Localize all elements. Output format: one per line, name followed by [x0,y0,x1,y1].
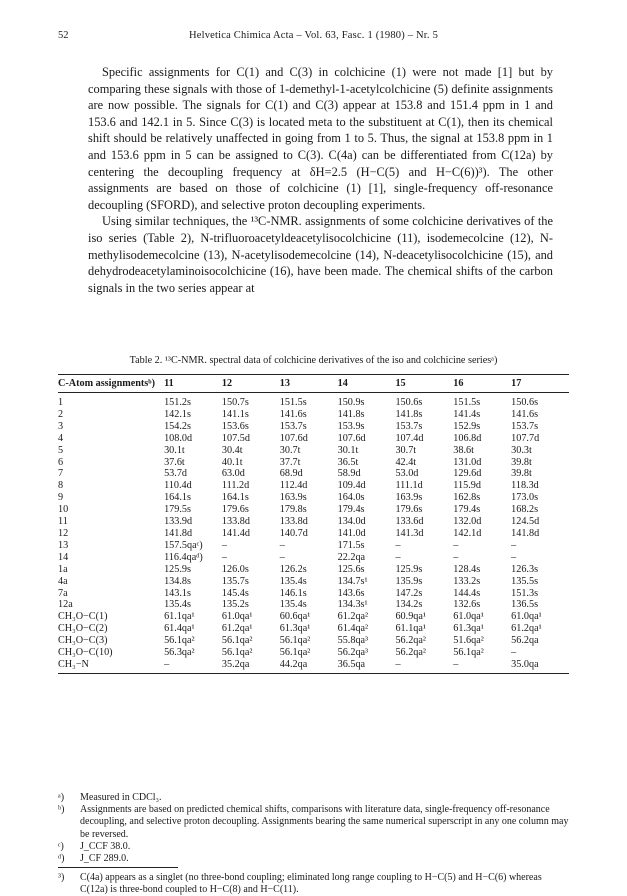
shift-value-cell: 56.1qa² [453,647,484,659]
shift-value-cell: 38.6t [453,444,474,456]
table-row [58,635,569,647]
shift-value-cell: 151.2s [164,397,191,408]
shift-value-cell: 150.6s [395,397,423,408]
shift-value-cell: 134.7s¹ [337,575,368,587]
shift-value-cell: – [221,551,228,563]
shift-value-cell: 30.4t [221,444,243,456]
paragraph-2: Using similar techniques, the ¹³C-NMR. assignments of some colchicine derivatives of the iso series (Table 2), N-trifluoroacetyldeacetylisocolchicine (11), isodemecolcine (12), N-methylisodemecolcine (13), N-acetylisodemecolcine (14), N-deacetylisocolchicine (15), and dehydrodeacetylaminoisocolchicine (16), have been made. The chemical shifts of the carbon signals in the two series appear at [88,214,553,295]
shift-value-cell: 179.5s [164,504,191,516]
shift-value-cell: 179.4s [453,504,481,516]
shift-value-cell: 56.1qa² [221,647,253,659]
shift-value-cell: – [453,551,459,563]
table-row [58,516,569,528]
atom-label-cell: 3 [58,420,64,432]
shift-value-cell: 151.5s [279,397,307,408]
table-row [58,599,569,611]
shift-value-cell: 132.6s [453,599,481,611]
footnote-text: C(4a) appears as a singlet (no three-bond coupling; eliminated long range coupling to H−C(5) and H−C(6) whereas C(12a) is three-bond coupled to H−C(8) and H−C(11). [80,872,542,895]
shift-value-cell: 134.2s [395,599,423,611]
shift-value-cell: 61.2qa¹ [511,623,542,635]
shift-value-cell: 141.1s [221,408,249,420]
note-text: Measured in CDCl₃. [80,792,162,803]
shift-value-cell: 136.5s [511,599,539,611]
running-title: Helvetica Chimica Acta – Vol. 63, Fasc. 1 (1980) – Nr. 5 [188,30,439,41]
header-compound-17: 17 [511,375,569,393]
shift-value-cell: 39.8t [511,468,532,480]
atom-label-cell: CH₃O−C(3) [58,635,108,647]
shift-value-cell: 61.2qa¹ [221,623,253,635]
shift-value-cell: 135.4s [279,575,307,587]
shift-value-cell: 133.8d [221,516,250,528]
shift-value-cell: 61.3qa¹ [279,623,311,635]
shift-value-cell: 61.1qa¹ [164,611,195,623]
shift-value-cell: 107.6d [279,432,308,444]
shift-value-cell: 179.6s [221,504,249,516]
note-mark: ᵈ) [58,853,65,865]
shift-value-cell: 56.3qa² [164,647,195,659]
shift-value-cell: 134.3s¹ [337,599,368,611]
shift-value-cell: 37.6t [164,456,185,468]
shift-value-cell: 150.9s [337,397,365,408]
shift-value-cell: 53.0d [395,468,419,480]
shift-value-cell: 61.4qa² [337,623,369,635]
shift-value-cell: 141.8s [337,408,365,420]
table-row [58,564,569,576]
table-header-row [58,375,569,393]
page-number: 52 [58,30,69,41]
table-row [58,480,569,492]
note-text: J_CCF 38.0. [80,840,131,852]
shift-value-cell: 179.4s [337,504,365,516]
shift-value-cell: 135.7s [221,575,249,587]
header-compound-11: 11 [164,375,222,393]
shift-value-cell: 171.5s [337,539,365,551]
shift-value-cell: 132.0d [453,516,482,528]
shift-value-cell: 133.9d [164,516,193,528]
header-compound-16: 16 [453,375,511,393]
atom-label-cell: CH₃O−C(2) [58,623,108,635]
note-mark: ᵃ) [58,792,65,803]
shift-value-cell: 126.3s [511,563,539,575]
shift-value-cell: 134.0d [337,516,366,528]
shift-value-cell: 173.0s [511,492,539,504]
shift-value-cell: 22.2qa [337,551,366,563]
shift-value-cell: 30.3t [511,444,532,456]
atom-label-cell: 6 [58,456,64,468]
shift-value-cell: 133.6d [395,516,424,528]
table-row [58,393,569,409]
shift-value-cell: – [395,659,453,673]
shift-value-cell: 126.0s [221,563,249,575]
table-row [58,659,569,673]
shift-value-cell: 126.2s [279,563,307,575]
header-compound-13: 13 [280,375,338,393]
footnote-3 [58,872,569,896]
shift-value-cell: 142.1d [453,527,482,539]
table-row [58,445,569,457]
shift-value-cell: 141.0d [337,527,366,539]
paragraph-1: Specific assignments for C(1) and C(3) in colchicine (1) were not made [1] but by comparing these signals with those of 1-demethyl-1-acetylcolchicine (5) definite assignments are now possible. The signals for C(1) and C(3) appear at 153.8 and 151.4 ppm in 1 and 153.6 and 142.1 in 5. Since C(3) is located meta to the substituent at C(1), then its chemical shift should be relatively unaffected in going from 1 to 5. Thus, the signal at 153.8 ppm in 1 and 153.6 ppm in 5 can be assigned to C(3). C(4a) can be differentiated from C(12a) by centering the decoupling frequency at δH=2.5 (H−C(5) and H−C(6))³). The other assignments are based on those of colchicine (1) [1], single-frequency off-resonance decoupling (SFORD), and selective proton decoupling experiments. [88,65,553,212]
shift-value-cell: 63.0d [221,468,245,480]
shift-value-cell: 135.2s [221,599,249,611]
atom-label-cell: 9 [58,492,64,504]
shift-value-cell: 150.6s [511,397,539,408]
shift-value-cell: 164.1s [221,492,249,504]
atom-label-cell: 4 [58,432,64,444]
table-note [58,804,569,841]
shift-value-cell: 30.1t [337,444,359,456]
table-body [58,393,569,674]
shift-value-cell: 118.3d [511,480,539,492]
table-row [58,528,569,540]
shift-value-cell: 42.4t [395,456,417,468]
table-row [58,540,569,552]
shift-value-cell: – [511,539,517,551]
table-row [58,588,569,600]
shift-value-cell: 151.5s [453,397,481,408]
shift-value-cell: 124.5d [511,516,540,528]
shift-value-cell: 141.8d [511,527,540,539]
shift-value-cell: 107.7d [511,432,540,444]
shift-value-cell: 30.7t [279,444,301,456]
atom-label-cell: 4a [58,575,68,587]
atom-label-cell: 11 [58,516,68,528]
shift-value-cell: 111.2d [221,480,250,492]
atom-label-cell: 7 [58,468,64,480]
shift-value-cell: 135.4s [279,599,307,611]
shift-value-cell: 146.1s [279,587,307,599]
shift-value-cell: 152.9s [453,420,481,432]
table-note [58,853,569,865]
shift-value-cell: – [395,539,401,551]
shift-value-cell: 141.4s [453,408,481,420]
shift-value-cell: 61.4qa¹ [164,623,195,635]
atom-label-cell: 12 [58,527,69,539]
shift-value-cell: 153.7s [395,420,423,432]
shift-value-cell: 60.6qa¹ [279,611,311,623]
atom-label-cell: 14 [58,551,69,563]
shift-value-cell: 61.0qa¹ [221,611,253,623]
atom-label-cell: 1 [58,397,64,408]
shift-value-cell: 55.8qa³ [337,635,369,647]
atom-label-cell: CH₃O−C(1) [58,611,108,623]
shift-value-cell: – [279,551,285,563]
shift-value-cell: 61.0qa¹ [511,611,542,623]
shift-value-cell: 44.2qa [280,659,338,673]
shift-value-cell: 151.3s [511,587,539,599]
footnote-mark: ³) [58,872,65,883]
shift-value-cell: 111.1d [395,480,423,492]
note-text: J_CF 289.0. [80,853,129,865]
table-row [58,647,569,659]
table-row [58,492,569,504]
shift-value-cell: 129.6d [453,468,482,480]
shift-value-cell: 150.7s [221,397,249,408]
page-footnote [58,872,569,896]
shift-value-cell: 125.9s [395,563,423,575]
shift-value-cell: 56.1qa² [164,635,195,647]
shift-value-cell: 39.8t [511,456,532,468]
shift-value-cell: 135.9s [395,575,423,587]
shift-value-cell: – [511,551,517,563]
shift-value-cell: 107.5d [221,432,250,444]
table-row [58,409,569,421]
table-row [58,504,569,516]
shift-value-cell: 128.4s [453,563,481,575]
atom-label-cell: 2 [58,408,64,420]
shift-value-cell: 153.7s [279,420,307,432]
shift-value-cell: 154.2s [164,420,191,432]
shift-value-cell: 141.3d [395,527,424,539]
shift-value-cell: 143.1s [164,587,191,599]
shift-value-cell: 108.0d [164,432,193,444]
shift-value-cell: 153.9s [337,420,365,432]
shift-value-cell: 141.6s [511,408,539,420]
shift-value-cell: 35.0qa [511,659,569,673]
shift-value-cell: 133.2s [453,575,481,587]
shift-value-cell: 131.0d [453,456,482,468]
shift-value-cell: 56.1qa² [221,635,253,647]
shift-value-cell: 157.5qaᶜ) [164,539,203,551]
note-mark: ᶜ) [58,840,64,852]
shift-value-cell: 147.2s [395,587,423,599]
table-note [58,792,569,804]
shift-value-cell: 145.4s [221,587,249,599]
table-row [58,433,569,445]
shift-value-cell: 60.9qa¹ [395,611,426,623]
running-header [58,30,569,46]
atom-label-cell: 7a [58,587,68,599]
table-row [58,611,569,623]
shift-value-cell: 143.6s [337,587,365,599]
header-compound-12: 12 [222,375,280,393]
shift-value-cell: 142.1s [164,408,191,420]
atom-label-cell: 13 [58,539,69,551]
shift-value-cell: 125.6s [337,563,365,575]
shift-value-cell: 107.6d [337,432,366,444]
shift-value-cell: 30.1t [164,444,185,456]
shift-value-cell: 140.7d [279,527,308,539]
shift-value-cell: 68.9d [279,468,303,480]
shift-value-cell: 61.2qa² [337,611,369,623]
shift-value-cell: 141.4d [221,527,250,539]
shift-value-cell: 61.3qa¹ [453,623,484,635]
table-row [58,552,569,564]
shift-value-cell: – [164,659,222,673]
shift-value-cell: 36.5t [337,456,359,468]
shift-value-cell: 141.6s [279,408,307,420]
shift-value-cell: 40.1t [221,456,243,468]
shift-value-cell: 106.8d [453,432,482,444]
shift-value-cell: 56.1qa² [279,635,311,647]
atom-label-cell: CH₃−N [58,659,164,673]
footnote-rule [58,867,178,868]
shift-value-cell: 53.7d [164,468,187,480]
body-text [88,64,553,296]
shift-value-cell: 153.6s [221,420,249,432]
table-caption: Table 2. ¹³C-NMR. spectral data of colchicine derivatives of the iso and colchicine seriesᵃ) [129,355,498,366]
shift-value-cell: 56.1qa² [279,647,311,659]
table-row [58,457,569,469]
shift-value-cell: 135.4s [164,599,191,611]
shift-value-cell: 30.7t [395,444,417,456]
shift-value-cell: 153.7s [511,420,539,432]
shift-value-cell: 144.4s [453,587,481,599]
shift-value-cell: 163.9s [279,492,307,504]
shift-value-cell: 164.0s [337,492,365,504]
table-notes [58,792,569,865]
shift-value-cell: 125.9s [164,563,191,575]
note-text: Assignments are based on predicted chemical shifts, comparisons with literature data, single-frequency off-resonance decoupling, and selective proton decoupling. Assignments bearing the same numerical superscript in any one column may be reversed. [80,804,569,840]
shift-value-cell: 134.8s [164,575,191,587]
atom-label-cell: 8 [58,480,64,492]
shift-value-cell: 56.2qa² [395,647,426,659]
atom-label-cell: 10 [58,504,69,516]
shift-value-cell: 162.8s [453,492,481,504]
shift-value-cell: – [221,539,228,551]
header-compound-15: 15 [395,375,453,393]
shift-value-cell: 56.2qa [511,635,539,647]
shift-value-cell: – [453,659,511,673]
shift-value-cell: 141.8s [395,408,423,420]
shift-value-cell: 163.9s [395,492,423,504]
shift-value-cell: 115.9d [453,480,481,492]
shift-value-cell: 107.4d [395,432,424,444]
shift-value-cell: 179.6s [395,504,423,516]
atom-label-cell: 1a [58,563,68,575]
shift-value-cell: 112.4d [279,480,308,492]
shift-value-cell: 36.5qa [338,659,396,673]
header-atom-assignments: C-Atom assignmentsᵇ) [58,375,164,393]
shift-value-cell: 58.9d [337,468,361,480]
shift-value-cell: 56.2qa² [395,635,426,647]
shift-value-cell: 164.1s [164,492,191,504]
atom-label-cell: CH₃O−C(10) [58,647,113,659]
shift-value-cell: 110.4d [164,480,192,492]
shift-value-cell: 168.2s [511,504,539,516]
shift-value-cell: 135.5s [511,575,539,587]
shift-value-cell: – [453,539,459,551]
shift-value-cell: 61.1qa¹ [395,623,426,635]
nmr-data-table [58,374,569,674]
shift-value-cell: 116.4qaᵈ) [164,551,203,563]
atom-label-cell: 5 [58,444,64,456]
shift-value-cell: 37.7t [279,456,301,468]
shift-value-cell: 56.2qa³ [337,647,369,659]
shift-value-cell: 35.2qa [222,659,280,673]
header-compound-14: 14 [338,375,396,393]
table-row [58,623,569,635]
shift-value-cell: 61.0qa¹ [453,611,484,623]
shift-value-cell: 51.6qa² [453,635,484,647]
shift-value-cell: 109.4d [337,480,366,492]
table-row [58,421,569,433]
shift-value-cell: – [279,539,285,551]
note-mark: ᵇ) [58,804,65,816]
table-row [58,576,569,588]
shift-value-cell: 179.8s [279,504,307,516]
shift-value-cell: – [395,551,401,563]
table-row [58,468,569,480]
shift-value-cell: 141.8d [164,527,193,539]
shift-value-cell: – [511,647,517,659]
atom-label-cell: 12a [58,599,73,611]
table-note [58,841,569,853]
shift-value-cell: 133.8d [279,516,308,528]
